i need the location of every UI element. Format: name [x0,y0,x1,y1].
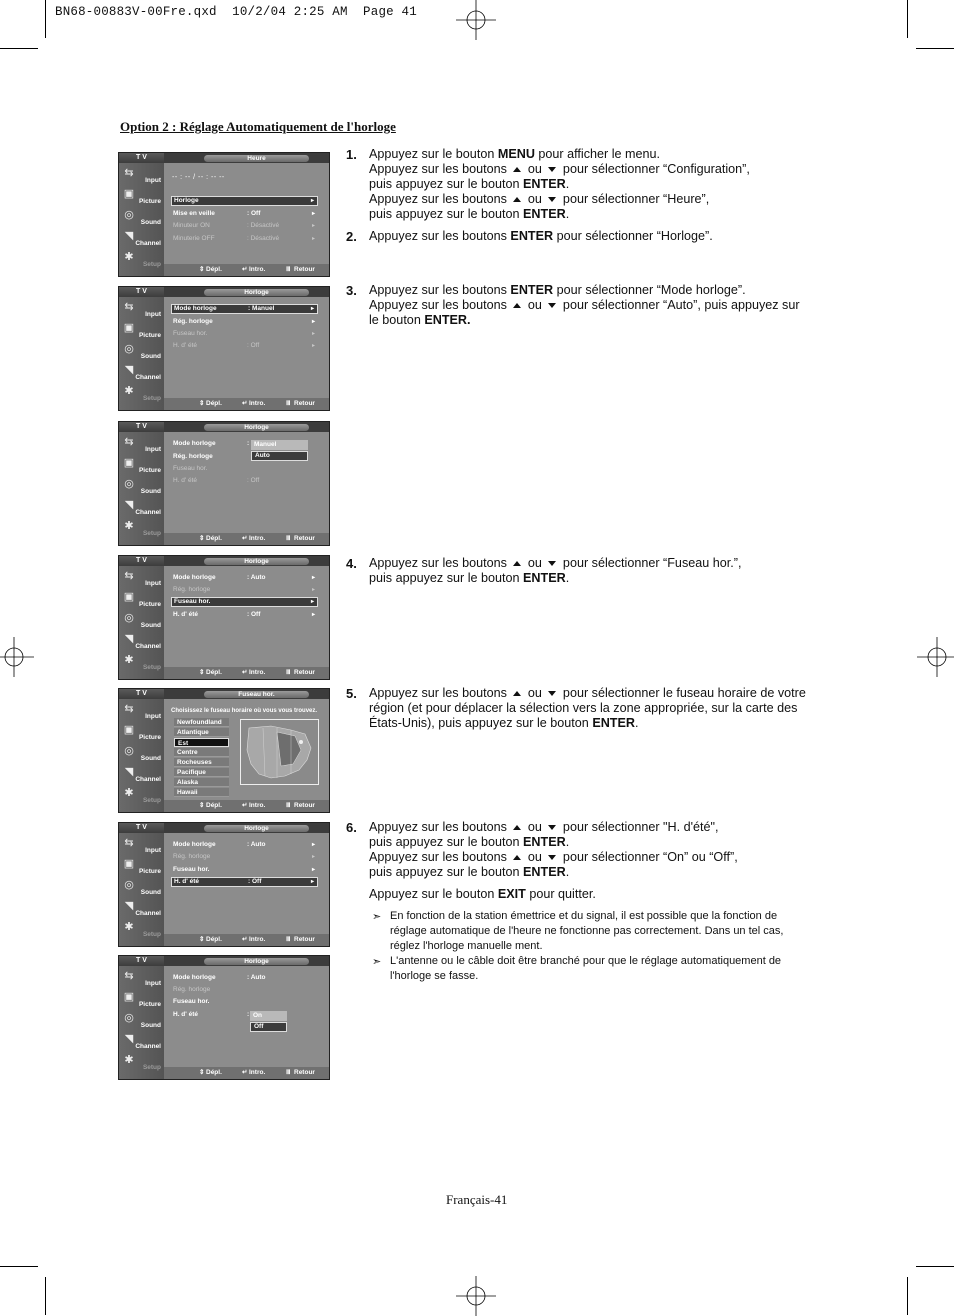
note-line: En fonction de la station émettrice et du signal, il est possible que la fonction de [390,910,778,922]
channel-icon: ◥ [124,1033,134,1045]
side-item-input: ⇆ Input [119,165,164,186]
setup-icon: ✱ [124,921,134,933]
input-icon: ⇆ [124,301,134,313]
osd-screen-horloge: T V ⇆ Input ▣ Picture ◎ Sound ◥ Channel ✱ Setup Horloge Mode horloge : Manuel ▸ Rég. horloge ▸ Fuseau hor. ▸ H. d' été : Off ▸ ⇕ Dépl. ↵ Intro. Ⅲ Retour [118,286,330,411]
zone-item: Atlantique [174,728,229,737]
setup-icon: ✱ [124,654,134,666]
osd-row: Mode horloge : Manuel ▸ [171,304,318,314]
osd-row: Mode horloge : Auto ▸ [173,841,315,848]
channel-icon: ◥ [124,900,134,912]
osd-row: H. d' été : Off ▸ [173,611,315,618]
osd-row: Mode horloge : Auto [173,974,266,981]
osd-row: H. d' été : Off ▸ [173,342,315,349]
input-icon: ⇆ [124,167,134,179]
osd-row: Rég. horloge [173,453,213,460]
input-icon: ⇆ [124,837,134,849]
osd-row: Mode horloge : Auto ▸ [173,574,315,581]
crop-mark [0,48,38,49]
setup-icon: ✱ [124,520,134,532]
down-arrow-icon [548,691,556,696]
step-line: puis appuyez sur le bouton ENTER. [369,835,570,849]
return-icon: Ⅲ [286,400,291,407]
step-line: le bouton ENTER. [369,313,471,327]
osd-row: Mise en veille : Off ▸ [173,210,315,217]
down-arrow-icon [548,167,556,172]
osd-row: Fuseau hor. [173,998,210,1005]
page-number: Français-41 [446,1192,508,1207]
step-line: Appuyez sur les boutons ENTER pour sélectionner “Mode horloge”. [369,283,746,297]
sound-icon: ◎ [124,745,134,757]
note-line: L'antenne ou le câble doit être branché pour que le réglage automatiquement de [390,955,782,967]
input-icon: ⇆ [124,570,134,582]
sound-icon: ◎ [124,343,134,355]
enter-icon: ↵ [242,802,248,809]
crop-mark [907,0,908,38]
step-number: 4. [346,556,357,571]
osd-row: H. d' été : Off [173,477,260,484]
dropdown-option: Manuel [251,440,308,450]
step-line: Appuyez sur le bouton MENU pour afficher le menu. [369,147,660,161]
move-icon: ⇕ [199,669,205,676]
step-line: puis appuyez sur le bouton ENTER. [369,177,570,191]
zone-item: Newfoundland [174,718,229,727]
channel-icon: ◥ [124,364,134,376]
move-icon: ⇕ [199,266,205,273]
osd-title: Horloge [204,289,309,296]
up-arrow-icon [513,303,521,308]
clock-display: -- : -- / -- : -- -- [172,174,225,181]
step-number: 5. [346,686,357,701]
enter-icon: ↵ [242,1069,248,1076]
sound-icon: ◎ [124,1012,134,1024]
step-number: 1. [346,147,357,162]
osd-title: Fuseau hor. [204,691,309,698]
crop-mark [45,1277,46,1315]
step-line: Appuyez sur les boutons ou pour sélectionner “Heure”, [369,192,710,206]
dropdown-option-selected: Auto [251,451,308,461]
enter-icon: ↵ [242,669,248,676]
note-line: réglez l'horloge manuelle ment. [390,940,543,952]
registration-mark-icon [0,637,34,677]
step-line: Appuyez sur les boutons ou pour sélectionner le fuseau horaire de votre [369,686,806,700]
osd-screen-horloge-dst-dropdown: T V ⇆ Input ▣ Picture ◎ Sound ◥ Channel ✱ Setup Horloge Mode horloge : Auto Rég. horloge Fuseau hor. H. d' été : On Off ⇕ Dépl. ↵ Intro. Ⅲ Retour [118,955,330,1080]
down-arrow-icon [548,197,556,202]
move-icon: ⇕ [199,400,205,407]
north-america-map-icon [241,720,318,784]
move-icon: ⇕ [199,936,205,943]
step-number: 6. [346,820,357,835]
osd-row: Minuterie OFF : Désactivé ▸ [173,235,315,242]
osd-row: Fuseau hor. ▸ [173,866,315,873]
step-line: Appuyez sur les boutons ou pour sélectionner “Auto”, puis appuyez sur [369,298,800,312]
osd-row: Fuseau hor. ▸ [171,597,318,607]
side-item-channel: ◥ Channel [119,228,164,249]
step-line: Appuyez sur les boutons ou pour sélectionner “Fuseau hor.”, [369,556,742,570]
osd-row: H. d' été : [173,1011,250,1018]
return-icon: Ⅲ [286,1069,291,1076]
note-arrow-icon: ➣ [372,911,382,923]
note-arrow-icon: ➣ [372,956,382,968]
osd-row: Fuseau hor. [173,465,208,472]
osd-row: H. d' été : Off ▸ [171,877,318,887]
zone-item: Centre [174,748,229,757]
sound-icon: ◎ [124,879,134,891]
crop-mark [916,1266,954,1267]
osd-row: Rég. horloge ▸ [173,853,315,860]
step-number: 3. [346,283,357,298]
osd-row: Rég. horloge ▸ [173,586,315,593]
input-icon: ⇆ [124,436,134,448]
down-arrow-icon [548,303,556,308]
up-arrow-icon [513,855,521,860]
picture-icon: ▣ [123,991,135,1003]
osd-title: Heure [204,155,309,162]
print-header: BN68-00883V-00Fre.qxd 10/2/04 2:25 AM Page 41 [55,5,417,19]
sound-icon: ◎ [124,612,134,624]
osd-row: Mode horloge : [173,440,250,447]
osd-row: Fuseau hor. ▸ [173,330,315,337]
zone-item: Hawaii [174,788,229,797]
osd-row: Rég. horloge [173,986,211,993]
picture-icon: ▣ [123,591,135,603]
sound-icon: ◎ [124,209,134,221]
time-zone-map [240,719,319,785]
registration-mark-icon [917,637,954,677]
up-arrow-icon [513,691,521,696]
enter-icon: ↵ [242,535,248,542]
osd-screen-horloge-dst: T V ⇆ Input ▣ Picture ◎ Sound ◥ Channel ✱ Setup Horloge Mode horloge : Auto ▸ Rég. horloge ▸ Fuseau hor. ▸ H. d' été : Off ▸ ⇕ Dépl. ↵ Intro. Ⅲ Retour [118,822,330,947]
channel-icon: ◥ [124,766,134,778]
registration-mark-icon [456,0,496,40]
osd-side-menu [119,163,164,276]
input-icon: ⇆ [124,703,134,715]
crop-mark [907,1277,908,1315]
side-item-setup: ✱ Setup [119,249,164,270]
osd-title: Horloge [204,958,309,965]
return-icon: Ⅲ [286,535,291,542]
osd-prompt: Choisissez le fuseau horaire où vous vous trouvez. [171,708,318,714]
setup-icon: ✱ [124,385,134,397]
up-arrow-icon [513,197,521,202]
dropdown-option: On [250,1011,287,1021]
zone-item-selected: Est [174,738,229,747]
section-title: Option 2 : Réglage Automatiquement de l'horloge [120,119,396,134]
crop-mark [916,48,954,49]
step-line: puis appuyez sur le bouton ENTER. [369,571,570,585]
enter-icon: ↵ [242,266,248,273]
crop-mark [0,1266,38,1267]
move-icon: ⇕ [199,535,205,542]
sound-icon: ◎ [124,478,134,490]
up-arrow-icon [513,825,521,830]
return-icon: Ⅲ [286,266,291,273]
up-arrow-icon [513,561,521,566]
channel-icon: ◥ [124,633,134,645]
zone-item: Rocheuses [174,758,229,767]
down-arrow-icon [548,561,556,566]
osd-screen-fuseau: T V ⇆ Input ▣ Picture ◎ Sound ◥ Channel ✱ Setup Fuseau hor. Choisissez le fuseau horaire où vous vous trouvez. Newfoundland Atlantique Est Centre Rocheuses Pacifique Alaska Hawaii ⇕ Dépl. ↵ Intro. Ⅲ Retour [118,688,330,813]
side-item-picture: ▣ Picture [123,188,161,205]
down-arrow-icon [548,825,556,830]
up-arrow-icon [513,167,521,172]
picture-icon: ▣ [123,188,135,200]
step-line: Appuyez sur les boutons ou pour sélectionner “On” ou “Off”, [369,850,738,864]
step-line: Appuyez sur les boutons ou pour sélectionner "H. d'été", [369,820,719,834]
enter-icon: ↵ [242,936,248,943]
registration-mark-icon [456,1276,496,1316]
setup-icon: ✱ [124,251,134,263]
setup-icon: ✱ [124,1054,134,1066]
enter-icon: ↵ [242,400,248,407]
osd-title: Horloge [204,558,309,565]
picture-icon: ▣ [123,457,135,469]
channel-icon: ◥ [124,499,134,511]
return-icon: Ⅲ [286,669,291,676]
picture-icon: ▣ [123,724,135,736]
setup-icon: ✱ [124,787,134,799]
osd-row: Horloge ▸ [171,196,318,206]
osd-tv-label: T V [119,153,164,163]
step-line: puis appuyez sur le bouton ENTER. [369,207,570,221]
move-icon: ⇕ [199,1069,205,1076]
move-icon: ⇕ [199,802,205,809]
step-line: États-Unis), puis appuyez sur le bouton ENTER. [369,716,639,730]
osd-nav-bar: ⇕ Dépl. ↵ Intro. Ⅲ Retour [164,264,329,276]
input-icon: ⇆ [124,970,134,982]
dropdown-option-selected: Off [250,1022,287,1032]
zone-item: Alaska [174,778,229,787]
osd-row: Rég. horloge ▸ [173,318,315,325]
osd-title: Horloge [204,424,309,431]
channel-icon: ◥ [124,230,134,242]
note-line: l'horloge se fasse. [390,970,479,982]
picture-icon: ▣ [123,322,135,334]
step-line: puis appuyez sur le bouton ENTER. [369,865,570,879]
osd-screen-horloge-auto: T V ⇆ Input ▣ Picture ◎ Sound ◥ Channel ✱ Setup Horloge Mode horloge : Auto ▸ Rég. horloge ▸ Fuseau hor. ▸ H. d' été : Off ▸ ⇕ Dépl. ↵ Intro. Ⅲ Retour [118,555,330,680]
step-line: Appuyez sur les boutons ENTER pour sélectionner “Horloge”. [369,229,713,243]
osd-title: Horloge [204,825,309,832]
note-line: réglage automatique de l'heure ne fonctionne pas correctement. Dans un tel cas, [390,925,784,937]
step-line: Appuyez sur le bouton EXIT pour quitter. [369,887,596,901]
osd-screen-heure [118,152,330,277]
picture-icon: ▣ [123,858,135,870]
side-item-sound: ◎ Sound [119,207,164,228]
return-icon: Ⅲ [286,936,291,943]
return-icon: Ⅲ [286,802,291,809]
crop-mark [45,0,46,38]
zone-item: Pacifique [174,768,229,777]
step-number: 2. [346,229,357,244]
osd-row: Minuteur ON : Désactivé ▸ [173,222,315,229]
osd-screen-horloge-mode-dropdown: T V ⇆ Input ▣ Picture ◎ Sound ◥ Channel ✱ Setup Horloge Mode horloge : Rég. horloge Fuseau hor. H. d' été : Off Manuel Auto ⇕ Dépl. ↵ Intro. Ⅲ Retour [118,421,330,546]
down-arrow-icon [548,855,556,860]
step-line: Appuyez sur les boutons ou pour sélectionner “Configuration”, [369,162,750,176]
step-line: région (et pour déplacer la sélection vers la zone appropriée, sur la carte des [369,701,798,715]
